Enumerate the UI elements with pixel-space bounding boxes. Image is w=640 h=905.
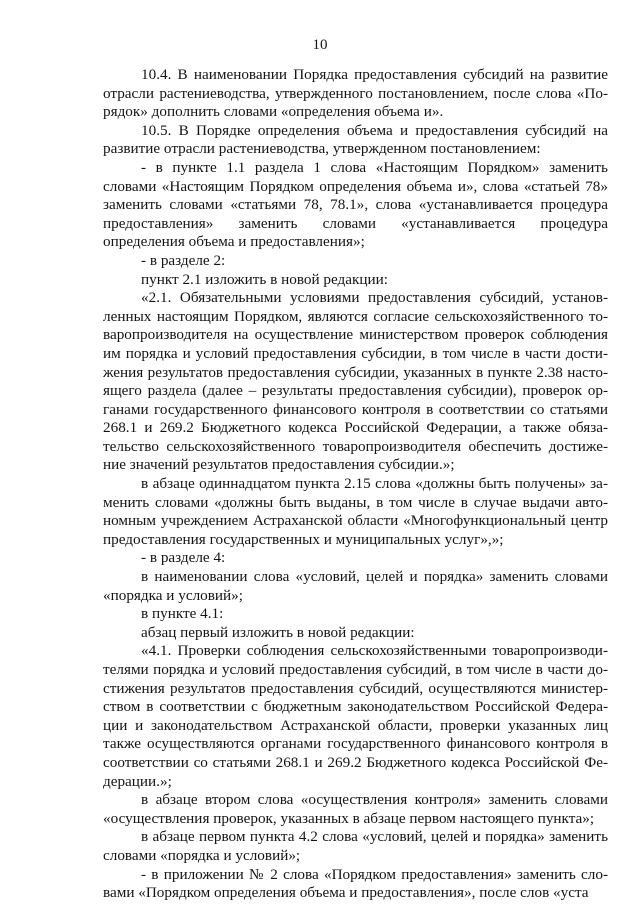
paragraph-item-4-1-second: в абзаце втором слова «осуществления контроля» заменить словами «осуществления проверок, указанных в абзаце первом настоящего пункта»; <box>103 791 608 827</box>
page-number: 10 <box>312 37 328 53</box>
paragraph-section-4: - в разделе 4: <box>141 549 226 567</box>
paragraph-item-4-2: в абзаце первом пункта 4.2 слова «условий, целей и порядка» заменить словами «порядка и условий»; <box>103 828 608 864</box>
paragraph-appendix-2: - в приложении № 2 слова «Порядком предоставления» заменить словами «Порядком определения объема и предоставления», после слов «уста <box>103 865 608 902</box>
paragraph-section-2: - в разделе 2: <box>141 251 226 269</box>
paragraph-10-5: 10.5. В Порядке определения объема и предоставления субсидий на развитие отрасли растениеводства, утвержденном постановлением: <box>103 121 608 158</box>
paragraph-item-4-1: в пункте 4.1: <box>141 605 224 623</box>
paragraph-item-1-1: - в пункте 1.1 раздела 1 слова «Настоящим Порядком» заменить словами «Настоящим Порядком определения объема и», слова «статьей 78» заменить словами «статьями 78, 78.1», слова «устанавливается процедура предоставления» заменить словами «устанавливается процедура определения объема и предоставления»; <box>103 158 608 251</box>
paragraph-10-4: 10.4. В наименовании Порядка предоставления субсидий на развитие отрасли растениеводства, утвержденного постановлением, после слова «Порядок» дополнить словами «определения объема и». <box>103 66 608 121</box>
paragraph-section-4-title: в наименовании слова «условий, целей и порядка» заменить словами «порядка и условий»; <box>103 568 608 604</box>
paragraph-item-2-1-text: «2.1. Обязательными условиями предоставления субсидий, установленных настоящим Порядком, являются согласие сельскохозяйственного товаропроизводителя на осуществление министерством проверок соблюдения им порядка и условий предоставления субсидии, в том числе в части достижения результатов предоставления субсидии, указанных в пункте 2.38 настоящего раздела (далее – результаты предоставления субсидии), проверок органами государственного финансового контроля в соответствии со статьями 268.1 и 269.2 Бюджетного кодекса Российской Федерации, а также обязательство сельскохозяйственного товаропроизводителя обеспечить достижение значений результатов предоставления субсидии.»; <box>103 289 608 474</box>
document-body <box>103 66 608 903</box>
paragraph-item-4-1-intro: абзац первый изложить в новой редакции: <box>141 623 415 641</box>
paragraph-item-2-1-intro: пункт 2.1 изложить в новой редакции: <box>141 270 389 288</box>
paragraph-item-4-1-text: «4.1. Проверки соблюдения сельскохозяйственными товаропроизводителями порядка и условий предоставления субсидий, в том числе в части достижения результатов предоставления субсидий, осуществляются министерством в соответствии с бюджетным законодательством Российской Федерации и законодательством Астраханской области, проверки указанных лиц также осуществляются органами государственного финансового контроля в соответствии со статьями 268.1 и 269.2 Бюджетного кодекса Российской Федерации.»; <box>103 642 608 790</box>
paragraph-item-2-15: в абзаце одиннадцатом пункта 2.15 слова «должны быть получены» заменить словами «должны быть выданы, в том числе в случае выдачи автономным учреждением Астраханской области «Многофункциональный центр предоставления государственных и муниципальных услуг»,»; <box>103 475 608 548</box>
